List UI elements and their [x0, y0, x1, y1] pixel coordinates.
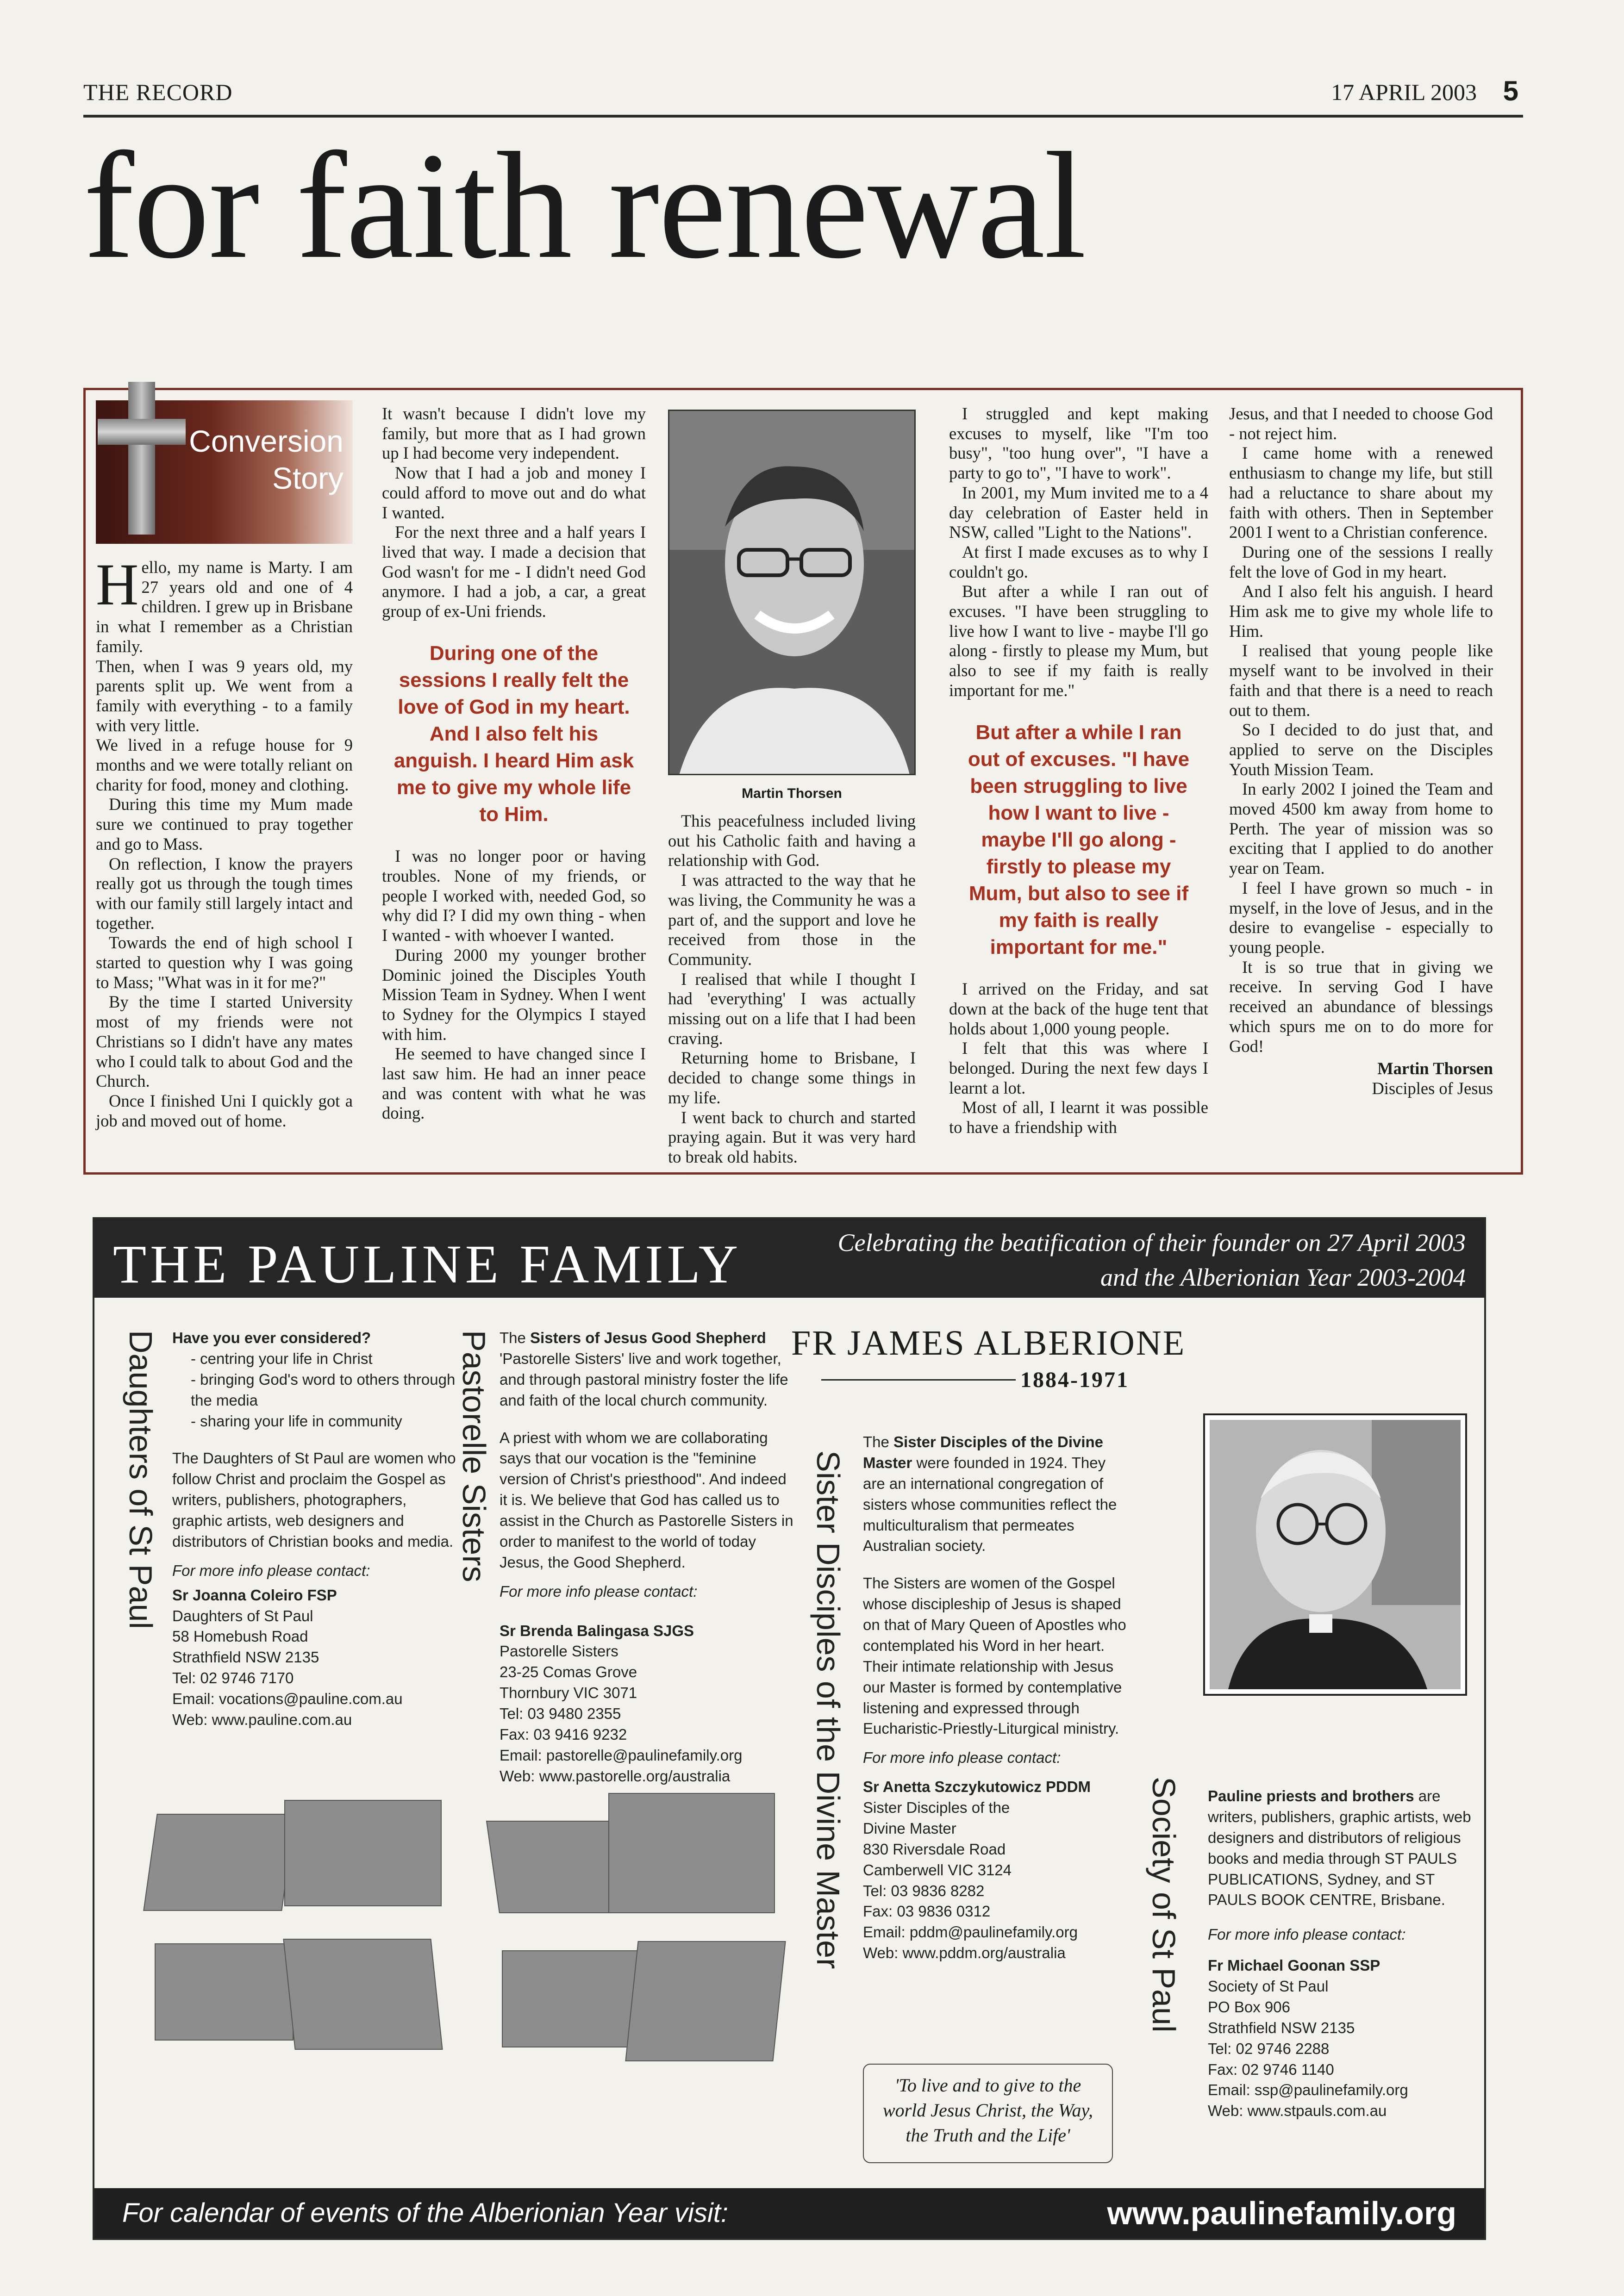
- paragraph: ello, my name is Marty. I am 27 years old and one of 4 children. I grew up in Brisbane in what I remember as a Christian family.: [96, 558, 353, 656]
- paragraph: But after a while I ran out of excuses. "I have been struggling to live how I want to live - maybe I'll go along - firstly to please my Mum, but also to see if my faith is really important for me.": [949, 582, 1208, 700]
- pastorelle-photo-collage: [493, 1793, 789, 2071]
- collage-photo: [625, 1941, 786, 2061]
- paragraph: On reflection, I know the prayers really got us through the tough times with our family still largely intact and together.: [96, 854, 353, 933]
- website-link[interactable]: www.paulinefamily.org: [1107, 2195, 1456, 2231]
- ssp-vertical-title: Society of St Paul: [1146, 1777, 1182, 2033]
- pddm-body: The Sisters are women of the Gospel whose discipleship of Jesus is shaped on that of Mary Queen of Apostles who contemplated his Word in her heart. Their intimate relationship with Jesus our Master is formed by contemplative listening and expressed through Eucharistic-Priestly-Liturgical ministry.: [863, 1574, 1126, 1737]
- article-column-2: [382, 404, 646, 1123]
- article-column-1: [96, 552, 353, 1131]
- address-line: Camberwell VIC 3124: [863, 1861, 1012, 1879]
- daughters-vertical-title: Daughters of St Paul: [123, 1330, 159, 1629]
- paragraph: It wasn't because I didn't love my family, but more that as I had grown up I had become very independent.: [382, 404, 646, 463]
- paragraph: This peacefulness included living out his Catholic faith and having a relationship with God.: [668, 811, 916, 870]
- pddm-vertical-title: Sister Disciples of the Divine Master: [810, 1450, 846, 1969]
- paragraph: During this time my Mum made sure we continued to pray together and go to Mass.: [96, 795, 353, 853]
- paragraph: I was attracted to the way that he was living, the Community he was a part of, and the support and love he received from those in the Community.: [668, 871, 916, 969]
- list-item: - bringing God's word to others through the media: [191, 1369, 459, 1411]
- web-line: Web: www.pastorelle.org/australia: [500, 1767, 731, 1785]
- alberione-portrait: [1210, 1420, 1461, 1689]
- address-line: Sister Disciples of the: [863, 1799, 1010, 1816]
- paragraph: So I decided to do just that, and applied to serve on the Disciples Youth Mission Team.: [1229, 720, 1493, 779]
- pauline-banner: [94, 1219, 1484, 1298]
- address-line: Pastorelle Sisters: [500, 1643, 618, 1660]
- list-item: - sharing your life in community: [191, 1411, 459, 1432]
- footer-text: For calendar of events of the Alberionian Year visit:: [122, 2198, 728, 2228]
- address-line: Strathfield NSW 2135: [1208, 2019, 1355, 2036]
- pastorelle-vertical-title: Pastorelle Sisters: [456, 1330, 492, 1582]
- fax-line: Fax: 03 9416 9232: [500, 1725, 627, 1743]
- article-column-4: [949, 404, 1208, 1138]
- alberione-rule: [821, 1379, 1016, 1381]
- pauline-footer-bar: [94, 2188, 1484, 2238]
- text: 'Pastorelle Sisters' live and work together, and through pastoral ministry foster the life and faith of the local church community.: [500, 1350, 788, 1409]
- paragraph: I was no longer poor or having troubles. None of my friends, or people I worked with, needed God, so why did I? I did my own thing - when I wanted - with whoever I wanted.: [382, 846, 646, 945]
- email-line: Email: ssp@paulinefamily.org: [1208, 2081, 1408, 2099]
- address-line: Strathfield NSW 2135: [172, 1649, 319, 1666]
- article-column-5: [1229, 404, 1493, 1099]
- portrait-photo: [668, 410, 916, 775]
- collage-photo: [608, 1793, 775, 1913]
- pull-quote: During one of the sessions I really felt the love of God in my heart. And I also felt his anguish. I heard Him ask me to give my whole life to Him.: [394, 641, 634, 826]
- text: are writers, publishers, graphic artists, web designers and distributors of religious books and media through ST PAULS PUBLICATIONS, Sydney, and ST PAULS BOOK CENTRE, Brisbane.: [1208, 1787, 1471, 1909]
- daughters-more: For more info please contact:: [172, 1562, 370, 1579]
- list-item: - centring your life in Christ: [191, 1349, 459, 1369]
- phone-line: Tel: 03 9836 8282: [863, 1882, 985, 1899]
- paragraph: I arrived on the Friday, and sat down at the back of the huge tent that holds about 1,000 young people.: [949, 979, 1208, 1038]
- conversion-story-badge: [96, 400, 353, 544]
- text-bold: Sisters of Jesus Good Shepherd: [530, 1329, 766, 1346]
- pauline-title: THE PAULINE FAMILY: [113, 1234, 742, 1294]
- pddm-contact-name: Sr Anetta Szczykutowicz PDDM: [863, 1778, 1091, 1796]
- pull-quote: But after a while I ran out of excuses. "I have been struggling to live how I want to live - maybe I'll go along - firstly to please my Mum, but also to see if my faith is really important for me.": [968, 721, 1190, 959]
- paragraph: During one of the sessions I really felt the love of God in my heart.: [1229, 542, 1493, 581]
- address-line: 58 Homebush Road: [172, 1628, 308, 1645]
- paragraph: And I also felt his anguish. I heard Him ask me to give my whole life to Him.: [1229, 582, 1493, 641]
- text-bold: Sister Disciples of the Divine Master: [863, 1433, 1104, 1471]
- paragraph: Then, when I was 9 years old, my parents split up. We went from a family with everything - to a family with very little.: [96, 656, 353, 735]
- photo-caption: Martin Thorsen: [742, 786, 842, 801]
- address-line: Divine Master: [863, 1819, 956, 1837]
- paragraph: We lived in a refuge house for 9 months and we were totally reliant on charity for food, money and clothing.: [96, 735, 353, 794]
- collage-photo: [502, 1950, 641, 2047]
- pauline-subtitle-1: Celebrating the beatification of their founder on 27 April 2003: [837, 1229, 1466, 1257]
- paragraph: Now that I had a job and money I could afford to move out and do what I wanted.: [382, 463, 646, 522]
- text: The: [500, 1329, 531, 1346]
- text-bold: Pauline priests and brothers: [1208, 1787, 1414, 1804]
- paragraph: He seemed to have changed since I last saw him. He had an inner peace and was content with what he was doing.: [382, 1044, 646, 1123]
- paragraph: Returning home to Brisbane, I decided to change some things in my life.: [668, 1048, 916, 1107]
- paragraph: It is so true that in giving we receive. In serving God I have received an abundance of blessings which spurs me on to do more for God!: [1229, 957, 1493, 1056]
- email-line: Email: pastorelle@paulinefamily.org: [500, 1746, 743, 1764]
- address-line: Daughters of St Paul: [172, 1607, 313, 1624]
- daughters-body: The Daughters of St Paul are women who follow Christ and proclaim the Gospel as writers, publishers, photographers, graphic artists, web designers and distributors of Christian books and media.: [172, 1450, 456, 1550]
- page-header: [83, 75, 1518, 116]
- daughters-list: [191, 1349, 459, 1432]
- paragraph: For the next three and a half years I lived that way. I made a decision that God wasn't for me - I didn't need God anymore. I had a job, a car, a great group of ex-Uni friends.: [382, 523, 646, 621]
- web-line: Web: www.stpauls.com.au: [1208, 2102, 1387, 2120]
- paragraph: Towards the end of high school I started to question why I was going to Mass; "What was in it for me?": [96, 933, 353, 992]
- article-column-3: [668, 811, 916, 1167]
- alberione-name: FR JAMES ALBERIONE: [791, 1324, 1186, 1363]
- pddm-intro: [863, 1432, 1127, 1556]
- quote-line: the Truth and the Life': [906, 2125, 1070, 2146]
- pastorelle-contact-name: Sr Brenda Balingasa SJGS: [500, 1622, 694, 1639]
- email-line: Email: vocations@pauline.com.au: [172, 1690, 403, 1707]
- paragraph: I realised that young people like myself want to be involved in their faith and that there is a need to reach out to them.: [1229, 641, 1493, 720]
- web-line: Web: www.pauline.com.au: [172, 1711, 352, 1728]
- drop-cap: H: [96, 552, 139, 617]
- alberione-photo: [1203, 1413, 1467, 1696]
- pauline-family-ad: [93, 1217, 1486, 2240]
- paragraph: At first I made excuses as to why I couldn't go.: [949, 542, 1208, 581]
- address-line: PO Box 906: [1208, 1998, 1290, 2016]
- alberione-years: 1884-1971: [1020, 1368, 1129, 1392]
- ssp-more: For more info please contact:: [1208, 1926, 1406, 1943]
- pddm-section: [863, 1432, 1127, 1964]
- paragraph: I came home with a renewed enthusiasm to change my life, but still had a reluctance to share about my faith with others. Then in September 2001 I went to a Christian conference.: [1229, 443, 1493, 542]
- web-line: Web: www.pddm.org/australia: [863, 1944, 1066, 1962]
- address-line: Society of St Paul: [1208, 1978, 1329, 1995]
- pastorelle-intro: [500, 1328, 796, 1411]
- paragraph: Jesus, and that I needed to choose God - not reject him.: [1229, 404, 1493, 443]
- pddm-quote: [863, 2064, 1113, 2163]
- author-signature: Martin Thorsen: [1377, 1059, 1493, 1078]
- badge-line2: Story: [272, 461, 344, 495]
- quote-line: 'To live and to give to the: [894, 2075, 1081, 2096]
- pastorelle-section: [500, 1328, 796, 1787]
- ssp-section: [1208, 1786, 1481, 2122]
- email-line: Email: pddm@paulinefamily.org: [863, 1923, 1078, 1941]
- badge-line1: Conversion: [189, 424, 344, 458]
- cross-icon: [128, 382, 155, 535]
- ssp-intro: [1208, 1786, 1481, 1910]
- pastorelle-body: A priest with whom we are collaborating says that our vocation is the "feminine version of Christ's priesthood". And indeed it is. We believe that God has called us to assist in the Church as Pastorelle Sisters in order to manifest to the world of today Jesus, the Good Shepherd.: [500, 1429, 793, 1571]
- paragraph: During 2000 my younger brother Dominic joined the Disciples Youth Mission Team in Sydney. When I went to Sydney for the Olympics I stayed with him.: [382, 945, 646, 1044]
- page-number: 5: [1503, 75, 1518, 106]
- paragraph: I feel I have grown so much - in myself, in the love of Jesus, and in the desire to evangelise - especially to young people.: [1229, 878, 1493, 957]
- paragraph: Once I finished Uni I quickly got a job and moved out of home.: [96, 1091, 353, 1130]
- fax-line: Fax: 03 9836 0312: [863, 1903, 991, 1920]
- pddm-more: For more info please contact:: [863, 1749, 1061, 1767]
- quote-line: world Jesus Christ, the Way,: [882, 2100, 1093, 2121]
- phone-line: Tel: 03 9480 2355: [500, 1705, 621, 1722]
- fax-line: Fax: 02 9746 1140: [1208, 2060, 1334, 2078]
- headline: for faith renewal: [83, 121, 1086, 290]
- issue-date: 17 APRIL 2003: [1331, 79, 1477, 105]
- paragraph: In early 2002 I joined the Team and moved 4500 km away from home to Perth. The year of mission was so exciting that I applied to do another year on Team.: [1229, 779, 1493, 878]
- collage-photo: [284, 1800, 442, 1906]
- collage-photo: [283, 1939, 443, 2050]
- pastorelle-more: For more info please contact:: [500, 1582, 698, 1600]
- paragraph: I struggled and kept making excuses to myself, like "I'm too busy", "too hung over", "I have a party to go to", "I have to work".: [949, 404, 1208, 483]
- portrait-image: [669, 411, 916, 775]
- paragraph: Most of all, I learnt it was possible to have a friendship with: [949, 1098, 1208, 1137]
- address-line: 23-25 Comas Grove: [500, 1663, 637, 1681]
- daughters-contact-name: Sr Joanna Coleiro FSP: [172, 1586, 337, 1604]
- daughters-question: Have you ever considered?: [172, 1329, 371, 1346]
- paragraph: I realised that while I thought I had 'everything' I was actually missing out on a life that I had been craving.: [668, 969, 916, 1048]
- text: were founded in 1924. They are an international congregation of sisters whose communities reflect the multiculturalism that permeates Australian society.: [863, 1454, 1117, 1555]
- conversion-story-article: [83, 388, 1523, 1175]
- header-rule: [83, 115, 1523, 118]
- text: The: [863, 1433, 894, 1450]
- cross-bar: [98, 419, 186, 445]
- author-org: Disciples of Jesus: [1372, 1078, 1493, 1098]
- pauline-subtitle-2: and the Alberionian Year 2003-2004: [1100, 1263, 1466, 1291]
- address-line: Thornbury VIC 3071: [500, 1684, 637, 1702]
- ssp-contact-name: Fr Michael Goonan SSP: [1208, 1957, 1380, 1974]
- collage-photo: [143, 1814, 296, 1911]
- paragraph: I went back to church and started praying again. But it was very hard to break old habits.: [668, 1108, 916, 1166]
- phone-line: Tel: 02 9746 2288: [1208, 2040, 1330, 2057]
- paragraph: By the time I started University most of my friends were not Christians so I didn't have any mates who I could talk to about God and the Church.: [96, 992, 353, 1091]
- phone-line: Tel: 02 9746 7170: [172, 1669, 294, 1687]
- collage-photo: [155, 1943, 294, 2041]
- publication-name: THE RECORD: [83, 79, 233, 105]
- address-line: 830 Riversdale Road: [863, 1840, 1006, 1858]
- paragraph: In 2001, my Mum invited me to a 4 day celebration of Easter held in NSW, called "Light to the Nations".: [949, 483, 1208, 542]
- daughters-photo-collage: [150, 1800, 446, 2059]
- daughters-section: [172, 1328, 459, 1730]
- paragraph: I felt that this was where I belonged. During the next few days I learnt a lot.: [949, 1039, 1208, 1097]
